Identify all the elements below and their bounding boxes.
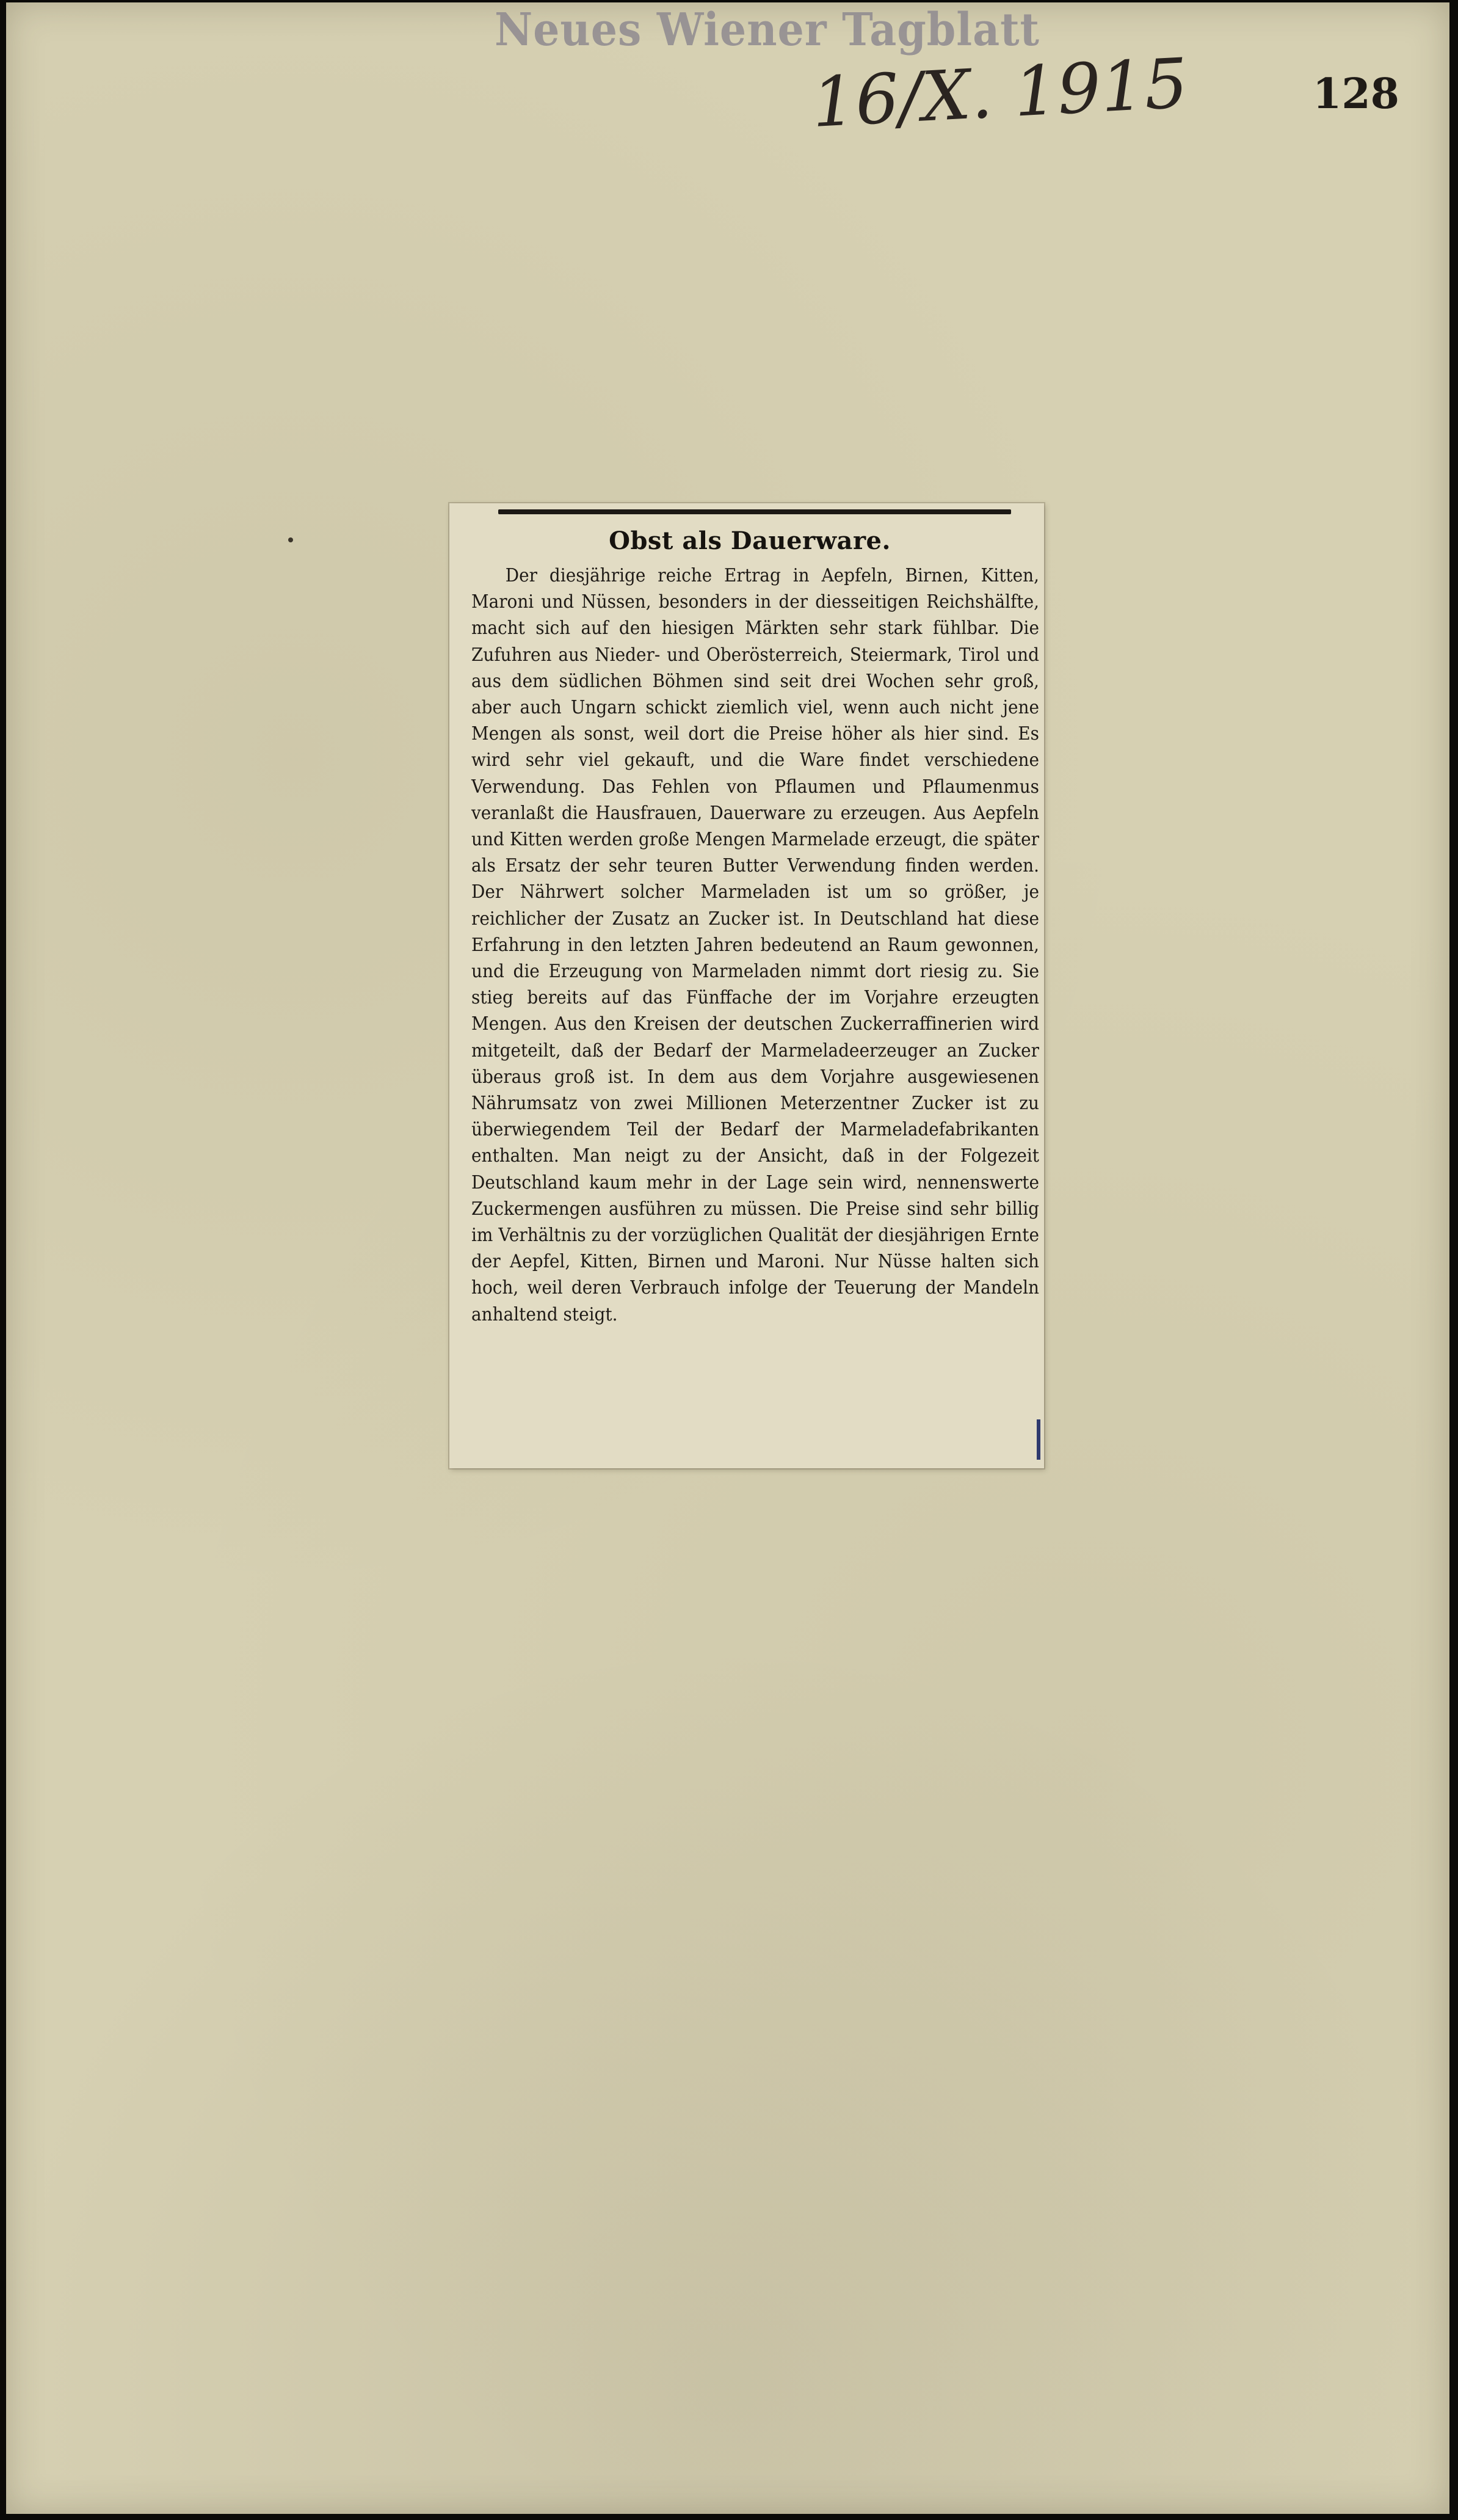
page-number: 128 <box>1313 70 1399 118</box>
paper-speck <box>288 537 293 542</box>
article-body: Der diesjährige reiche Ertrag in Aepfeln, Birnen, Kitten, Maroni und Nüssen, besonders in der diesseitigen Reichshälfte, macht sich auf den hiesigen Märkten sehr stark fühlbar. Die Zufuhren aus Nieder- und Oberösterreich, Steiermark, Tirol und aus dem südlichen Böhmen sind seit drei Wochen sehr groß, aber auch Ungarn schickt ziemlich viel, wenn auch nicht jene Mengen als sonst, weil dort die Preise höher als hier sind. Es wird sehr viel gekauft, und die Ware findet verschiedene Verwendung. Das Fehlen von Pflaumen und Pflaumenmus veranlaßt die Hausfrauen, Dauerware zu erzeugen. Aus Aepfeln und Kitten werden große Mengen Marmelade erzeugt, die später als Ersatz der sehr teuren Butter Verwendung finden werden. Der Nährwert solcher Marmeladen ist um so größer, je reichlicher der Zusatz an Zucker ist. In Deutschland hat diese Erfahrung in den letzten Jahren bedeutend an Raum gewonnen, und die Erzeugung von Marmeladen nimmt dort riesig zu. Sie stieg bereits auf das Fünffache der im Vorjahre erzeugten Mengen. Aus den Kreisen der deutschen Zuckerraffinerien wird mitgeteilt, daß der Bedarf der Marmeladeerzeuger an Zucker überaus groß ist. In dem aus dem Vorjahre ausgewiesenen Nährumsatz von zwei Millionen Meterzentner Zucker ist zu überwiegendem Teil der Bedarf der Marmeladefabrikanten enthalten. Man neigt zu der Ansicht, daß in der Folgezeit Deutschland kaum mehr in der Lage sein wird, nennenswerte Zuckermengen ausführen zu müssen. Die Preise sind sehr billig im Verhältnis zu der vorzüglichen Qualität der diesjährigen Ernte der Aepfel, Kitten, Birnen und Maroni. Nur Nüsse halten sich hoch, weil deren Verbrauch infolge der Teuerung der Mandeln anhaltend steigt. <box>471 565 1039 1325</box>
newspaper-name-stamp: Neues Wiener Tagblatt <box>495 4 1040 56</box>
newspaper-clipping <box>449 503 1044 1468</box>
handwritten-date: 16/X. 1915 <box>810 43 1190 143</box>
archive-sheet <box>6 2 1449 2514</box>
clipping-top-rule <box>498 509 1011 514</box>
clipping-ink-mark <box>1037 1419 1040 1460</box>
article-title: Obst als Dauerware. <box>609 526 891 555</box>
